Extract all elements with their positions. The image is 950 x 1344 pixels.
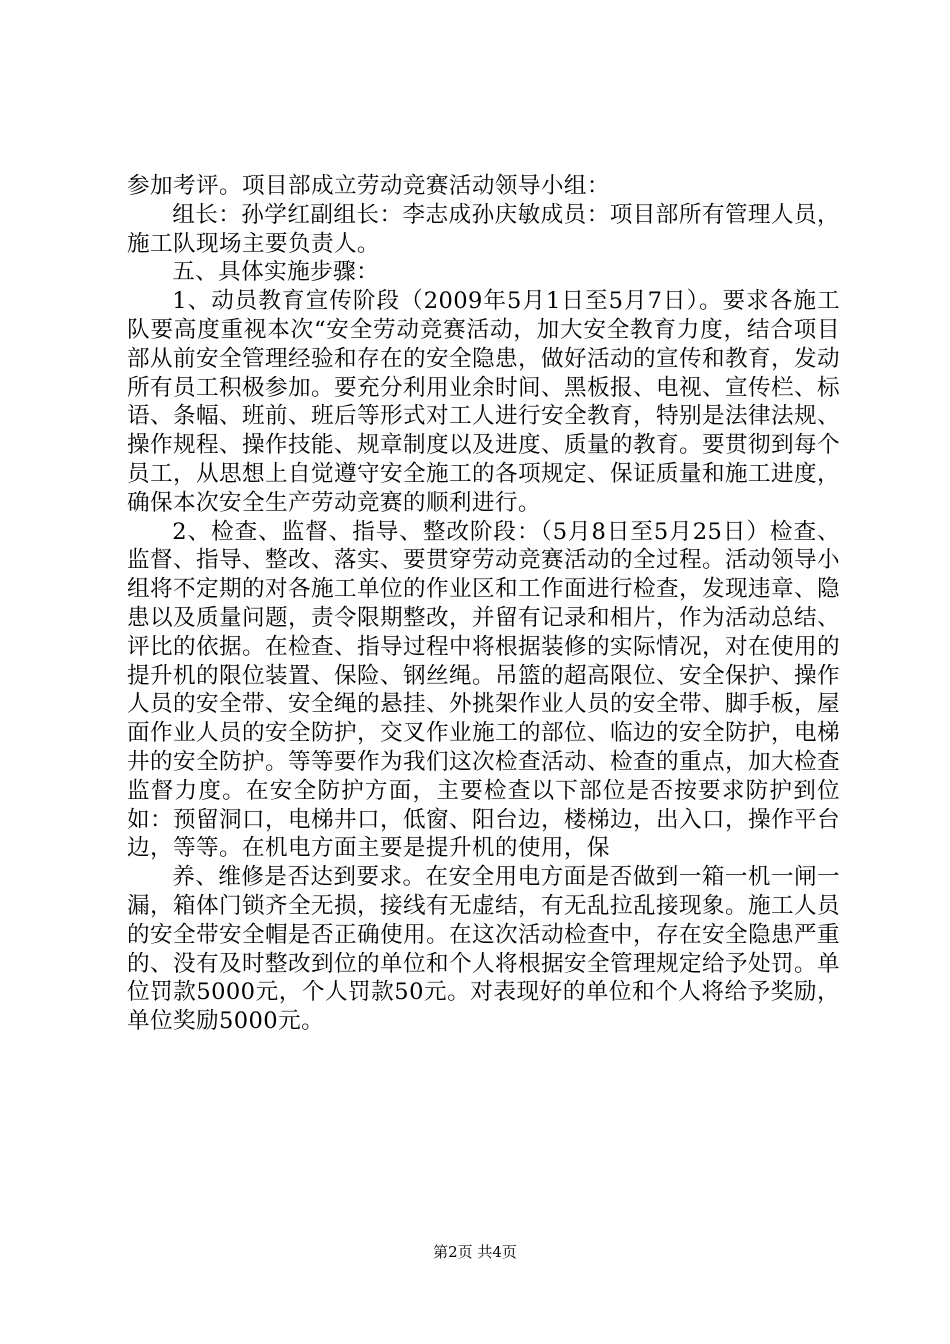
paragraph-4: 1、动员教育宣传阶段（2009年5月1日至5月7日）。要求各施工队要高度重视本次“安全劳动竞赛活动，加大安全教育力度，结合项目部从前安全管理经验和存在的安全隐患，做好活动的宣传和教育，发动所有员工积极参加。要充分利用业余时间、黑板报、电视、宣传栏、标语、条幅、班前、班后等形式对工人进行安全教育，特别是法律法规、操作规程、操作技能、规章制度以及进度、质量的教育。要贯彻到每个员工，从思想上自觉遵守安全施工的各项规定、保证质量和施工进度，确保本次安全生产劳动竞赛的顺利进行。	[127, 288, 840, 516]
page-footer: 第2页 共4页	[433, 1243, 517, 1261]
paragraph-6: 养、维修是否达到要求。在安全用电方面是否做到一箱一机一闸一漏，箱体门锁齐全无损，接线有无虚结，有无乱拉乱接现象。施工人员的安全带安全帽是否正确使用。在这次活动检查中，存在安全隐患严重的、没有及时整改到位的单位和个人将根据安全管理规定给予处罚。单位罚款5000元，个人罚款50元。对表现好的单位和个人将给予奖励，单位奖励5000元。	[127, 864, 840, 1035]
paragraph-5: 2、检查、监督、指导、整改阶段：（5月8日至5月25日）检查、监督、指导、整改、落实、要贯穿劳动竞赛活动的全过程。活动领导小组将不定期的对各施工单位的作业区和工作面进行检查，发现违章、隐患以及质量问题，责令限期整改，并留有记录和相片，作为活动总结、评比的依据。在检查、指导过程中将根据装修的实际情况，对在使用的提升机的限位装置、保险、钢丝绳。吊篮的超高限位、安全保护、操作人员的安全带、安全绳的悬挂、外挑架作业人员的安全带、脚手板，屋面作业人员的安全防护，交叉作业施工的部位、临边的安全防护，电梯井的安全防护。等等要作为我们这次检查活动、检查的重点，加大检查监督力度。在安全防护方面，主要检查以下部位是否按要求防护到位如：预留洞口，电梯井口，低窗、阳台边，楼梯边，出入口，操作平台边，等等。在机电方面主要是提升机的使用，保	[127, 518, 840, 862]
document-body	[127, 172, 840, 1036]
paragraph-3: 五、具体实施步骤：	[172, 259, 380, 286]
paragraph-1: 参加考评。项目部成立劳动竞赛活动领导小组：	[127, 173, 610, 199]
paragraph-2: 组长：孙学红副组长：李志成孙庆敏成员：项目部所有管理人员，施工队现场主要负责人。	[127, 201, 840, 257]
